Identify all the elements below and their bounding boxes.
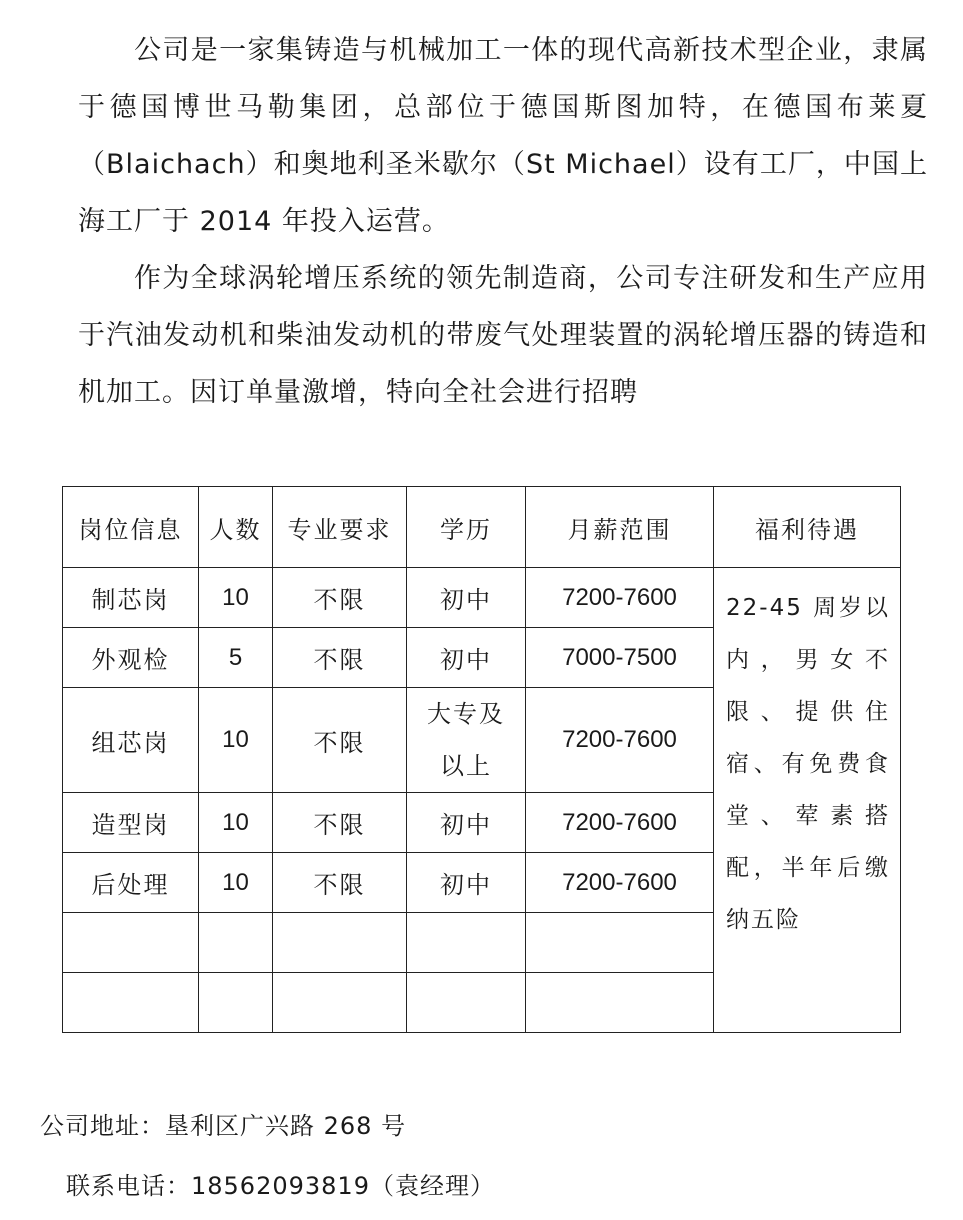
- cell-salary: 7200-7600: [526, 688, 714, 793]
- empty-cell: [526, 913, 714, 973]
- empty-cell: [63, 913, 199, 973]
- cell-major: 不限: [273, 568, 407, 628]
- education-line-2: 以上: [440, 752, 492, 780]
- education-line-1: 大专及: [427, 700, 505, 728]
- header-benefits: 福利待遇: [714, 487, 901, 568]
- empty-cell: [407, 913, 526, 973]
- table-header-row: [63, 487, 901, 568]
- cell-count: 10: [199, 688, 273, 793]
- header-education: 学历: [407, 487, 526, 568]
- cell-count: 10: [199, 793, 273, 853]
- cell-position: 后处理: [63, 853, 199, 913]
- cell-education: 初中: [407, 568, 526, 628]
- job-table: [62, 486, 901, 1033]
- intro-text: [78, 22, 928, 421]
- cell-position: 制芯岗: [63, 568, 199, 628]
- header-position: 岗位信息: [63, 487, 199, 568]
- cell-education: 初中: [407, 628, 526, 688]
- table-row: [63, 568, 901, 628]
- empty-cell: [273, 973, 407, 1033]
- empty-cell: [407, 973, 526, 1033]
- contact-phone: 联系电话：18562093819（袁经理）: [66, 1172, 495, 1200]
- intro-paragraph-1: 公司是一家集铸造与机械加工一体的现代高新技术型企业，隶属于德国博世马勒集团，总部位于德国斯图加特，在德国布莱夏（Blaichach）和奥地利圣米歇尔（St Michael）设有工厂，中国上海工厂于 2014 年投入运营。: [78, 35, 928, 237]
- cell-count: 5: [199, 628, 273, 688]
- cell-salary: 7000-7500: [526, 628, 714, 688]
- cell-count: 10: [199, 568, 273, 628]
- cell-position: 造型岗: [63, 793, 199, 853]
- cell-major: 不限: [273, 628, 407, 688]
- cell-salary: 7200-7600: [526, 568, 714, 628]
- cell-salary: 7200-7600: [526, 853, 714, 913]
- intro-paragraph-2: 作为全球涡轮增压系统的领先制造商，公司专注研发和生产应用于汽油发动机和柴油发动机的带废气处理装置的涡轮增压器的铸造和机加工。因订单量激增，特向全社会进行招聘: [78, 263, 928, 408]
- empty-cell: [199, 913, 273, 973]
- header-salary: 月薪范围: [526, 487, 714, 568]
- empty-cell: [199, 973, 273, 1033]
- cell-benefits: 22-45 周岁以内，男女不限、提供住宿、有免费食堂、荤素搭配，半年后缴纳五险: [714, 568, 901, 1033]
- cell-position: 组芯岗: [63, 688, 199, 793]
- cell-major: 不限: [273, 688, 407, 793]
- header-count: 人数: [199, 487, 273, 568]
- empty-cell: [63, 973, 199, 1033]
- company-address: 公司地址：垦利区广兴路 268 号: [40, 1112, 407, 1140]
- cell-major: 不限: [273, 793, 407, 853]
- cell-education: 初中: [407, 793, 526, 853]
- cell-position: 外观检: [63, 628, 199, 688]
- empty-cell: [526, 973, 714, 1033]
- empty-cell: [273, 913, 407, 973]
- cell-education: 初中: [407, 853, 526, 913]
- cell-count: 10: [199, 853, 273, 913]
- cell-salary: 7200-7600: [526, 793, 714, 853]
- cell-major: 不限: [273, 853, 407, 913]
- cell-education: [407, 688, 526, 793]
- header-major: 专业要求: [273, 487, 407, 568]
